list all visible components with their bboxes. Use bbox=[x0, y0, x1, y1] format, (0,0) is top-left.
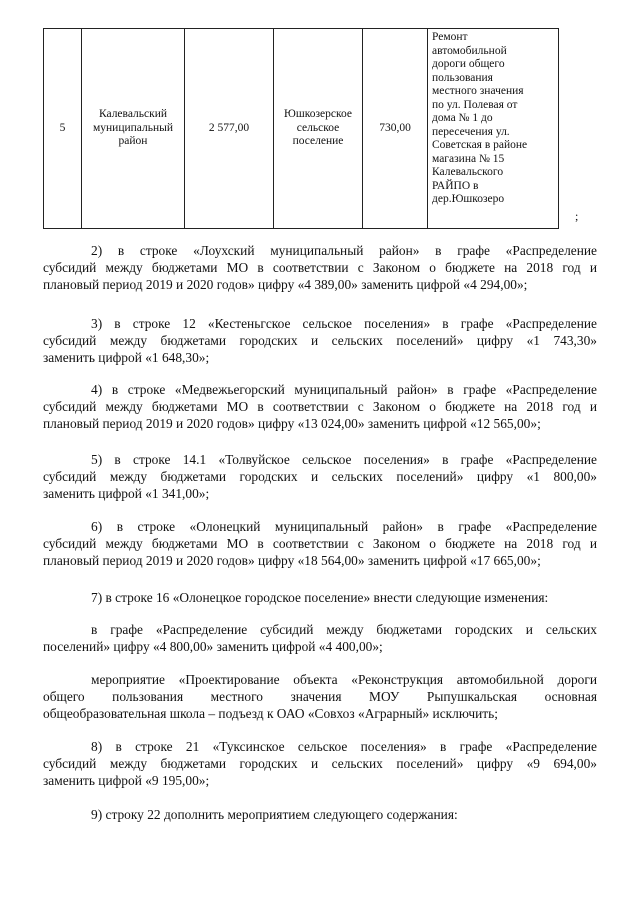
settlement-cell: Юшкозерское сельское поселение bbox=[274, 29, 363, 229]
paragraph-6: 6) в строке «Олонецкий муниципальный район» в графе «Распределение субсидий между бюджетами МО в соответствии с Законом о бюджете на 2018 год и плановый период 2019 и 2020 годов» цифру «18 564,00» заменить цифрой «17 665,00»; bbox=[43, 519, 597, 568]
paragraph-3: 3) в строке 12 «Кестеньгское сельское поселения» в графе «Распределение субсидий между бюджетами городских и сельских поселений» цифру «1 743,30» заменить цифрой «1 648,30»; bbox=[43, 316, 597, 365]
row-number-cell: 5 bbox=[44, 29, 82, 229]
paragraph-2: 2) в строке «Лоухский муниципальный район» в графе «Распределение субсидий между бюджетами МО в соответствии с Законом о бюджете на 2018 год и плановый период 2019 и 2020 годов» цифру «4 389,00» заменить цифрой «4 294,00»; bbox=[43, 243, 597, 292]
paragraph-7-graph: в графе «Распределение субсидий между бюджетами городских и сельских поселений» цифру «4 800,00» заменить цифрой «4 400,00»; bbox=[43, 622, 597, 654]
table-row bbox=[44, 29, 559, 229]
budget-table-row bbox=[43, 28, 559, 229]
paragraph-7: 7) в строке 16 «Олонецкое городское поселение» внести следующие изменения: bbox=[91, 590, 549, 605]
district-amount-cell: 2 577,00 bbox=[185, 29, 274, 229]
district-cell: Калевальский муниципальный район bbox=[82, 29, 185, 229]
measure-cell: Ремонт автомобильной дороги общего пользования местного значения по ул. Полевая от дома № 1 до пересечения ул. Советская в районе магазина № 15 Калевальского РАЙПО в дер.Юшкозеро bbox=[428, 29, 559, 229]
settlement-amount-cell: 730,00 bbox=[363, 29, 428, 229]
paragraph-4: 4) в строке «Медвежьегорский муниципальный район» в графе «Распределение субсидий между бюджетами МО в соответствии с Законом о бюджете на 2018 год и плановый период 2019 и 2020 годов» цифру «13 024,00» заменить цифрой «12 565,00»; bbox=[43, 382, 597, 431]
paragraph-7-measure: мероприятие «Проектирование объекта «Реконструкция автомобильной дороги общего пользования местного значения МОУ Рыпушкальская основная общеобразовательная школа – подъезд к ОАО «Совхоз «Аграрный» исключить; bbox=[43, 672, 597, 721]
paragraph-9: 9) строку 22 дополнить мероприятием следующего содержания: bbox=[91, 807, 458, 822]
table-end-mark: ; bbox=[575, 209, 579, 223]
paragraph-8: 8) в строке 21 «Туксинское сельское поселения» в графе «Распределение субсидий между бюджетами городских и сельских поселений» цифру «9 694,00» заменить цифрой «9 195,00»; bbox=[43, 739, 597, 788]
paragraph-5: 5) в строке 14.1 «Толвуйское сельское поселения» в графе «Распределение субсидий между бюджетами городских и сельских поселений» цифру «1 800,00» заменить цифрой «1 341,00»; bbox=[43, 452, 597, 501]
